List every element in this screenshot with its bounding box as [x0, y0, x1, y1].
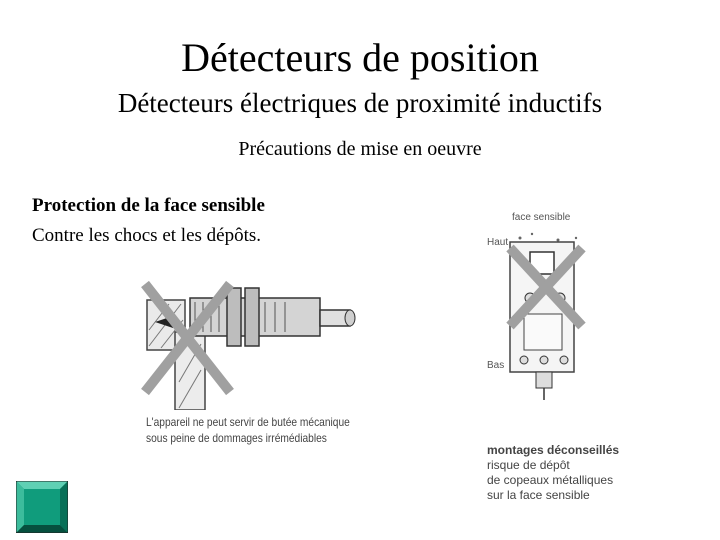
caption-line: de copeaux métalliques: [487, 473, 614, 487]
mounting-illustration: [480, 200, 600, 400]
section-title: Précautions de mise en oeuvre: [238, 138, 482, 160]
bottom-label: Bas: [487, 360, 505, 371]
page-subtitle: Détecteurs électriques de proximité inductifs: [117, 88, 603, 118]
protection-text: Contre les chocs et les dépôts.: [32, 225, 262, 246]
protection-heading: Protection de la face sensible: [32, 195, 265, 216]
caption-line: sur la face sensible: [487, 488, 590, 502]
sensor-stop-illustration: [135, 270, 365, 410]
caption-title: montages déconseillés: [487, 443, 620, 457]
caption-line: sous peine de dommages irrémédiables: [146, 431, 327, 445]
page-title: Détecteurs de position: [181, 35, 539, 80]
stop-warning-caption: [146, 414, 350, 446]
face-label: face sensible: [512, 212, 571, 223]
top-label: Haut: [487, 237, 509, 248]
back-nav-button[interactable]: [16, 481, 68, 533]
mounting-caption: [487, 443, 619, 503]
caption-line: L'appareil ne peut servir de butée mécanique: [146, 415, 350, 429]
caption-line: risque de dépôt: [487, 458, 570, 472]
